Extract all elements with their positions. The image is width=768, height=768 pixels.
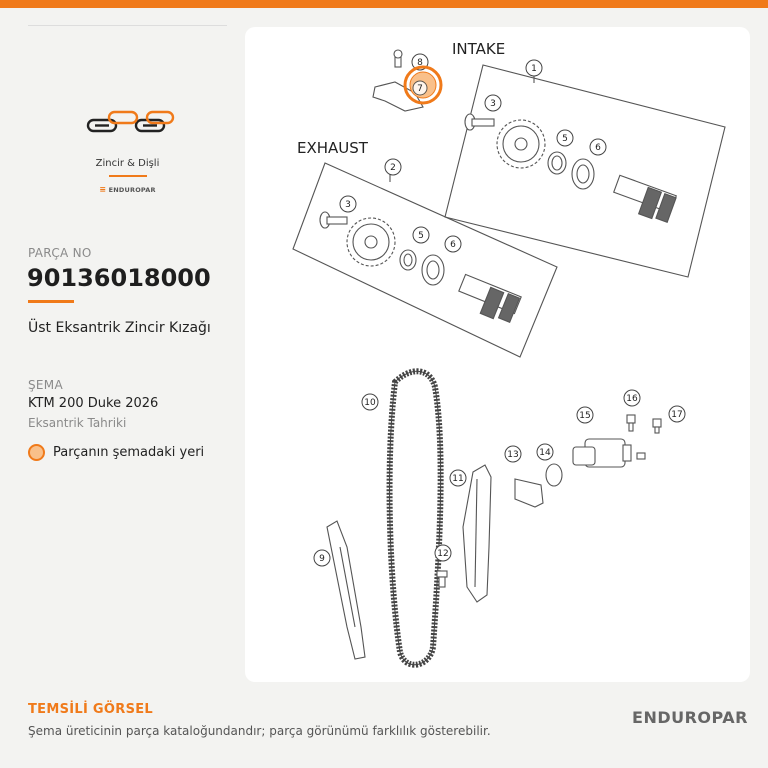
part-number-underline <box>28 300 74 303</box>
diagram-card <box>245 27 750 682</box>
callout-5-intake: 5 <box>562 134 568 144</box>
callout-6-exhaust: 6 <box>450 240 456 250</box>
category-logo-block <box>28 100 227 194</box>
legend-highlight-dot-icon <box>28 444 45 461</box>
top-accent-bar <box>0 0 768 8</box>
callout-10: 10 <box>364 398 376 408</box>
parts-diagram <box>245 27 750 682</box>
part-number: 90136018000 <box>27 264 211 292</box>
chain-logo-icon <box>78 100 178 140</box>
footer-title: TEMSİLİ GÖRSEL <box>28 702 153 717</box>
timing-chain-part <box>390 371 441 664</box>
intake-label: INTAKE <box>452 40 506 58</box>
part-name: Üst Eksantrik Zincir Kızağı <box>28 320 211 336</box>
callout-14: 14 <box>539 448 551 458</box>
callout-1: 1 <box>531 64 537 74</box>
callout-3-intake: 3 <box>490 99 496 109</box>
callout-17: 17 <box>671 410 683 420</box>
callout-7-highlighted: 7 <box>417 84 423 94</box>
schema-model: KTM 200 Duke 2026 <box>28 396 159 411</box>
exhaust-sprocket-part <box>347 218 395 266</box>
exhaust-label: EXHAUST <box>297 139 368 157</box>
part-number-label: PARÇA NO <box>28 246 92 260</box>
category-underline <box>109 175 147 177</box>
diagram-callouts <box>314 54 685 566</box>
callout-6-intake: 6 <box>595 143 601 153</box>
callout-13: 13 <box>507 450 519 460</box>
intake-camshaft-part <box>614 175 677 222</box>
tensioner-rail-part <box>327 521 365 659</box>
legend-text: Parçanın şemadaki yeri <box>53 445 205 460</box>
callout-9: 9 <box>319 554 325 564</box>
category-name: Zincir & Dişli <box>95 158 160 169</box>
footer-brand: ENDUROPAR <box>632 708 748 727</box>
callout-16: 16 <box>626 394 638 404</box>
callout-15: 15 <box>579 411 591 421</box>
callout-11: 11 <box>452 474 464 484</box>
callout-12: 12 <box>437 549 449 559</box>
chain-guide-rail-part <box>463 465 491 602</box>
exhaust-camshaft-part <box>459 274 521 322</box>
highlighted-part-marker <box>405 67 441 103</box>
callout-5-exhaust: 5 <box>418 231 424 241</box>
footer-note: Şema üreticinin parça kataloğundandır; parça görünümü farklılık gösterebilir. <box>28 724 491 738</box>
schema-label: ŞEMA <box>28 378 63 392</box>
intake-sprocket-part <box>497 120 545 168</box>
mini-brand <box>28 185 227 194</box>
callout-3-exhaust: 3 <box>345 200 351 210</box>
callout-2: 2 <box>390 163 396 173</box>
mini-brand-text: ENDUROPAR <box>108 186 156 194</box>
schema-group: Eksantrik Tahriki <box>28 416 127 430</box>
brand-mark-icon: ≡ <box>99 185 107 194</box>
legend <box>28 444 204 461</box>
sidebar-top-divider <box>28 25 227 26</box>
callout-8: 8 <box>417 58 423 68</box>
